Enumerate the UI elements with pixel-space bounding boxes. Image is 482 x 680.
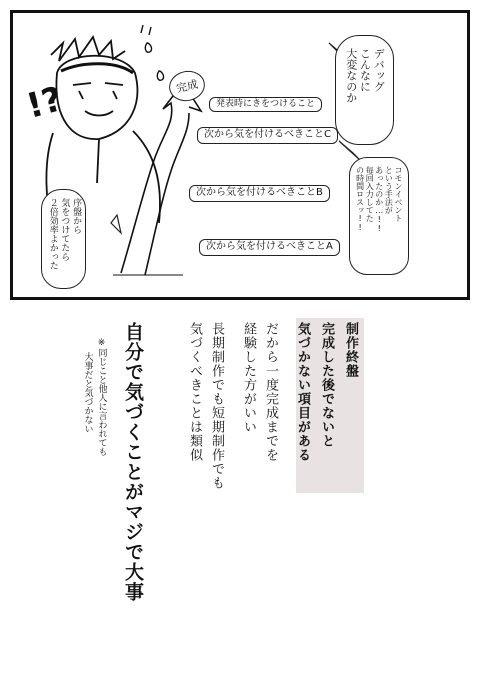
exclaim-mark: !? (22, 79, 67, 127)
text-col-3: 気づかない項目がある (295, 322, 310, 462)
text-col-2: 完成した後でないと (319, 322, 334, 448)
done-stamp: 完成 (166, 68, 207, 105)
sweat-marks (141, 25, 164, 80)
speech-bubble-a: 次から気を付けるべきことA (199, 239, 340, 256)
common-line-5: の時間ロスッ!! (355, 166, 365, 232)
speech-bubble-common-event (349, 157, 409, 275)
speech-bubble-b: 次から気を付けるべきことB (189, 185, 330, 202)
note-line-1: ※同じこと他人に言われても (96, 338, 107, 456)
early-line-2: 気をつけてたら (59, 198, 70, 261)
speech-bubble-early-stage (41, 189, 86, 289)
early-line-3: ２倍効率よかった (47, 198, 58, 270)
text-col-5: 経験した方がいい (241, 322, 256, 434)
speech-bubble-debug (335, 35, 394, 145)
common-line-1: コモンイベント (393, 166, 403, 222)
note-line-2: 大事だと気づかない (82, 352, 93, 433)
text-col-6: 長期制作でも短期制作でも (209, 322, 224, 490)
common-line-2: という手法が (384, 166, 394, 214)
manga-panel (10, 10, 470, 300)
speech-bubble-c: 次から気を付けるべきことC (197, 127, 338, 144)
debug-line-1: デバッグ (372, 48, 386, 92)
text-col-1: 制作終盤 (343, 322, 358, 378)
debug-line-3: 大変なのか (344, 48, 358, 103)
common-line-3: あったのか…!! (374, 166, 384, 233)
common-line-4: 毎回入力してた (365, 166, 375, 222)
text-col-7: 気づくべきことは類似 (187, 322, 202, 462)
text-col-4: だから一度完成までを (263, 322, 278, 462)
debug-line-2: こんなに (358, 48, 372, 92)
early-line-1: 序盤から (71, 198, 82, 234)
speech-bubble-presentation: 発表時にきをつけること (209, 97, 322, 112)
headline: 自分で気づくことがマジで大事 (122, 322, 144, 602)
